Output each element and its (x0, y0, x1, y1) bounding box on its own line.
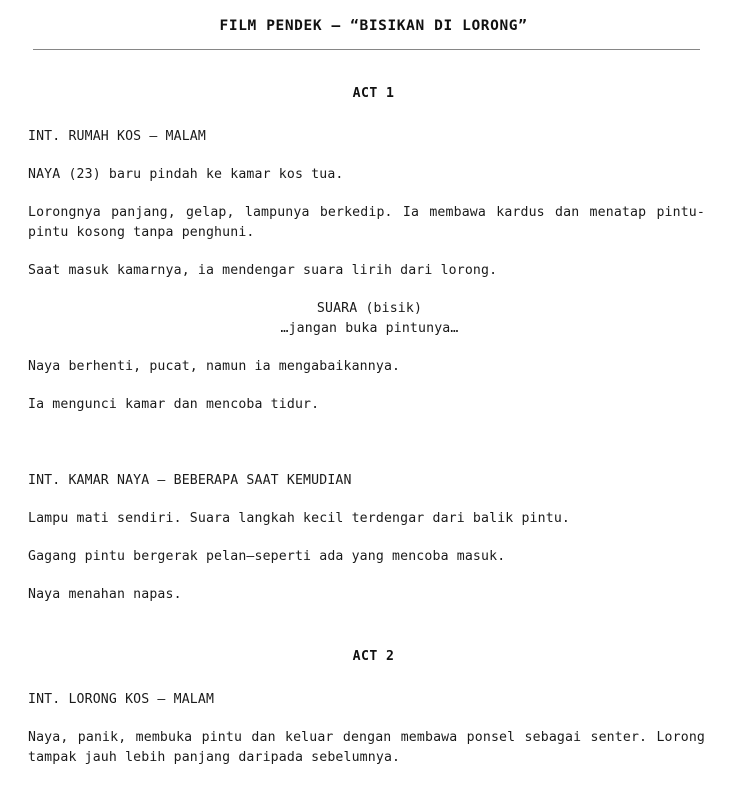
action-line: Lorongnya panjang, gelap, lampunya berkedip. Ia membawa kardus dan menatap pintu-pintu kosong tanpa penghuni. (28, 205, 705, 241)
scene-spacer (28, 415, 705, 445)
action-line: NAYA (23) baru pindah ke kamar kos tua. (28, 167, 344, 183)
dialogue-block (28, 281, 705, 339)
action-line: Naya menahan napas. (28, 587, 182, 603)
act-1-body (0, 101, 747, 605)
action-line: Lampu mati sendiri. Suara langkah kecil terdengar dari balik pintu. (28, 511, 570, 527)
action-line: Naya, panik, membuka pintu dan keluar dengan membawa ponsel sebagai senter. Lorong tampak jauh lebih panjang daripada sebelumnya. (28, 730, 705, 766)
scene-heading-int-rumah-kos: INT. RUMAH KOS – MALAM (28, 129, 206, 145)
act-2-body (0, 664, 747, 768)
act-heading-2: ACT 2 (352, 649, 395, 665)
dialogue-character-name: SUARA (bisik) (316, 301, 423, 317)
action-line: Ia mengunci kamar dan mencoba tidur. (28, 397, 320, 413)
scene-heading-int-lorong-kos: INT. LORONG KOS – MALAM (28, 692, 215, 708)
action-line: Gagang pintu bergerak pelan—seperti ada yang mencoba masuk. (28, 549, 506, 565)
page-title: FILM PENDEK — “BISIKAN DI LORONG” (219, 18, 528, 34)
dialogue-text: …jangan buka pintunya… (280, 321, 459, 337)
action-line: Naya berhenti, pucat, namun ia mengabaikannya. (28, 359, 401, 375)
action-line: Saat masuk kamarnya, ia mendengar suara lirih dari lorong. (28, 263, 498, 279)
scene-heading-int-kamar-naya: INT. KAMAR NAYA – BEBERAPA SAAT KEMUDIAN (28, 473, 352, 489)
act-heading-1: ACT 1 (352, 86, 395, 102)
